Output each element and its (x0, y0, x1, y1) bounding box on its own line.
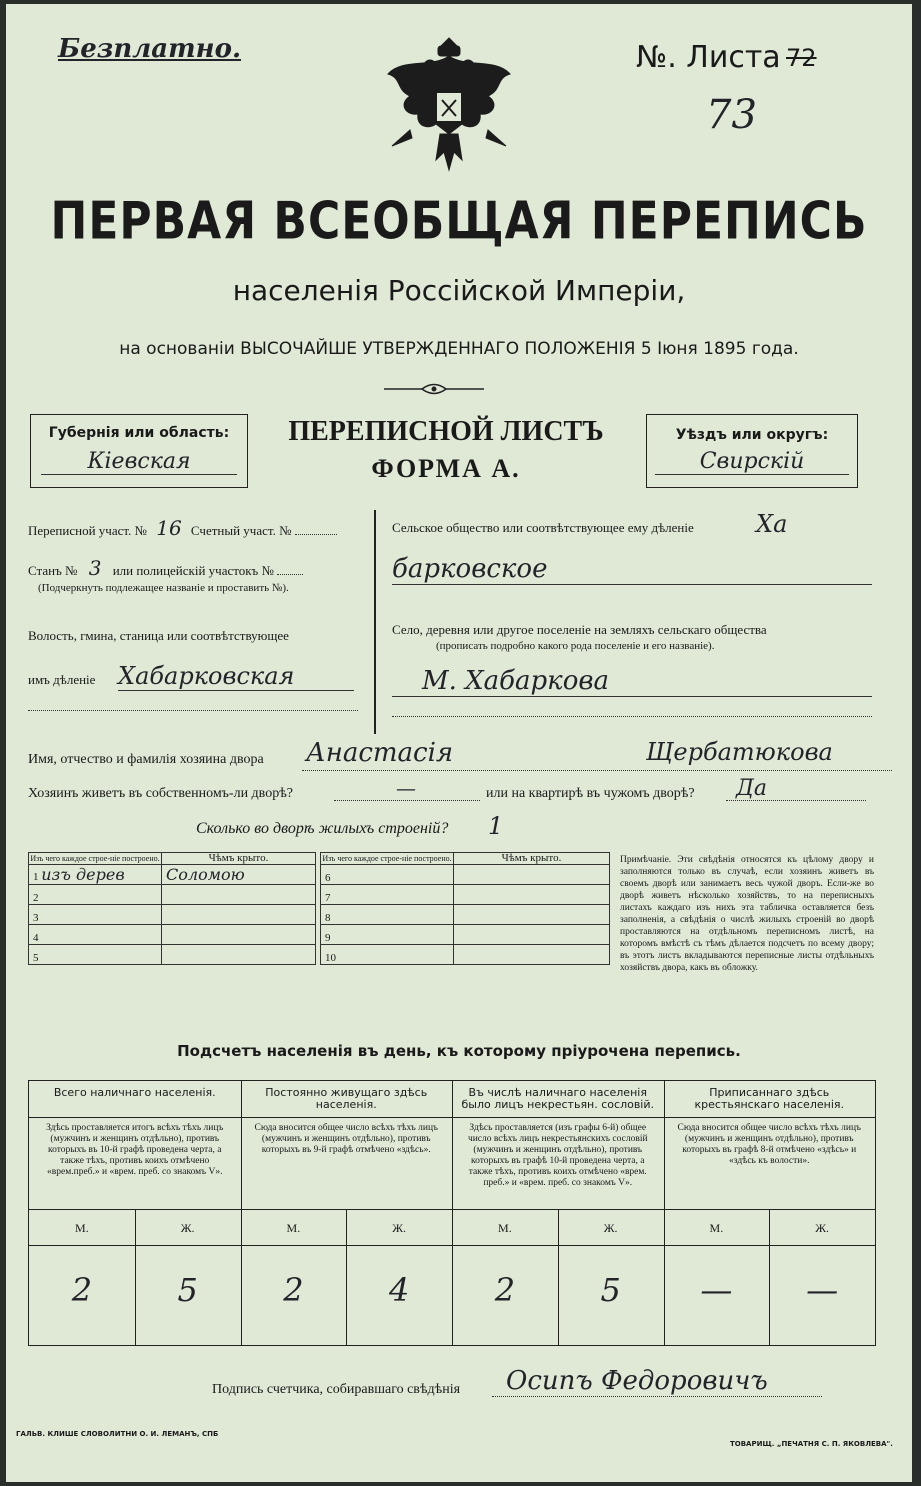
count-col-desc: Здѣсь проставляется итогъ всѣхъ тѣхъ лицъ (мужчинъ и женщинъ отдѣльно), противъ которыхъ въ 10-й графѣ проведена черта, а также тѣхъ, противъ коихъ отмѣчено «врем.преб.» и «врем. преб. со знакомъ V». (46, 1123, 224, 1177)
stan-note: (Подчеркнуть подлежащее названіе и проставить №). (38, 582, 289, 594)
male-label: М. (709, 1221, 724, 1235)
count-header-rule (29, 1245, 875, 1246)
female-count: — (806, 1271, 839, 1309)
table-row: 8 (321, 905, 610, 925)
census-basis: на основаніи ВЫСОЧАЙШЕ УТВЕРЖДЕННАГО ПОЛОЖЕНІЯ 5 Іюня 1895 года. (119, 339, 799, 359)
signature-label: Подпись счетчика, собиравшаго свѣдѣнія (212, 1382, 461, 1397)
stan-value: 3 (88, 556, 102, 580)
stan-rest: или полицейскій участокъ № (112, 563, 274, 578)
count-col-title: Въ числѣ наличнаго населенія было лицъ некрестьян. сословій. (461, 1086, 655, 1111)
male-count: 2 (71, 1271, 93, 1309)
stan-label: Станъ № (28, 563, 78, 578)
printer-right: ТОВАРИЩ. „ПЕЧАТНЯ С. П. ЯКОВЛЕВА". (730, 1440, 893, 1448)
census-title: ПЕРВАЯ ВСЕОБЩАЯ ПЕРЕПИСЬ (50, 191, 868, 252)
society-value-1: Ха (756, 510, 788, 538)
village-label: Село, деревня или другое поселеніе на земляхъ сельскаго общества (392, 622, 767, 637)
col-material: Изъ чего каждое строе-ніе построено. (30, 854, 160, 863)
count-col-rule (241, 1117, 453, 1118)
uchast-row (28, 516, 337, 540)
owner-first-name: Анастасія (306, 738, 454, 768)
female-label: Ж. (603, 1221, 618, 1235)
female-count: 5 (177, 1271, 198, 1309)
uchast-value: 16 (156, 516, 182, 540)
table-row: 7 (321, 885, 610, 905)
imperial-eagle-icon (382, 34, 516, 174)
table-row: 5 (29, 945, 316, 965)
table-row: 6 (321, 865, 610, 885)
village-note: (прописать подробно какого рода поселеніе и его названіе). (436, 640, 715, 652)
signature-value: Осипъ Федоровичъ (506, 1366, 768, 1396)
col-roof-2: Чѣмъ крыто. (454, 853, 610, 865)
schet-value (295, 534, 337, 535)
note-text: Примѣчаніе. Эти свѣдѣнія относятся къ цѣлому двору и заполняются только въ случаѣ, если хозяинъ живетъ въ своемъ дворѣ или занимаетъ весь чужой дворъ. Если-же во дворѣ живетъ нѣсколько хозяйствъ, то на переписныхъ листахъ каждаго изъ нихъ эта табличка оставляется безъ заполненія, а свѣдѣнія о числѣ жилыхъ строеній во дворѣ проставляются на отдѣльномъ переписномъ листѣ, на которомъ вмѣстѣ съ тѣмъ дѣлается подсчетъ по всему двору; въ этотъ листъ вкладываются переписные листы отдѣльныхъ хозяйствъ двора, какъ въ обложку. (620, 855, 874, 973)
count-col-desc: Сюда вносится общее число всѣхъ тѣхъ лицъ (мужчинъ и женщинъ отдѣльно), противъ которыхъ въ 9-й графѣ отмѣчено «здѣсь». (254, 1123, 438, 1155)
form-title: ПЕРЕПИСНОЙ ЛИСТЪ (288, 416, 604, 447)
male-count: 2 (283, 1271, 304, 1309)
count-col-title: Всего наличнаго населенія. (53, 1086, 216, 1099)
owner-name-label: Имя, отчество и фамилія хозяина двора (28, 752, 264, 767)
table-row: 1 изъ дерев Соломою (29, 865, 316, 885)
province-value: Кіевская (41, 449, 237, 475)
census-sheet (6, 4, 912, 1482)
count-col-rule (452, 1117, 664, 1118)
male-label: М. (286, 1221, 301, 1235)
volost-value: Хабарковская (118, 662, 354, 691)
male-label: М. (75, 1221, 89, 1235)
female-label: Ж. (180, 1221, 195, 1235)
table-row: 4 (29, 925, 316, 945)
schet-label: Счетный участ. № (190, 523, 292, 538)
society-label: Сельское общество или соотвѣтствующее ему дѣленіе (392, 520, 694, 535)
buildings-label: Сколько во дворѣ жилыхъ строеній? (196, 820, 449, 837)
female-label: Ж. (815, 1221, 829, 1235)
count-col-rule (664, 1117, 876, 1118)
count-col-desc: Здѣсь проставляется (изъ графы 6-й) общее число всѣхъ лицъ некрестьянскихъ сословій (мужчинъ и женщинъ отдѣльно), противъ которыхъ въ графѣ 10-й проведена черта, а также тѣхъ, противъ коихъ отмѣчено «врем. преб.» и «врем. преб. со знакомъ V». (467, 1123, 648, 1188)
rent-value: Да (736, 776, 768, 801)
district-value: Свирскій (655, 449, 849, 475)
rent-label: или на квартирѣ въ чужомъ дворѣ? (486, 786, 695, 801)
district-box (646, 414, 858, 488)
free-label: Безплатно. (58, 34, 241, 64)
society-value-2: барковское (392, 554, 872, 585)
volost-label: Волость, гмина, станица или соотвѣтствующее (28, 628, 289, 643)
sheet-number-struck: 72 (786, 44, 817, 72)
female-count: 5 (600, 1271, 621, 1309)
table-row: 10 (321, 945, 610, 965)
column-divider (374, 510, 376, 734)
count-col-desc: Сюда вносится общее число всѣхъ тѣхъ лицъ (мужчинъ и женщинъ отдѣльно), противъ которыхъ въ графѣ 8-й отмѣчено «здѣсь» и «здѣсь къ волости». (677, 1123, 861, 1166)
male-count: — (700, 1271, 733, 1309)
printer-left: ГАЛЬВ. КЛИШЕ СЛОВОЛИТНИ О. И. ЛЕМАНЪ, СПБ (16, 1430, 219, 1438)
volost-label-2: имъ дѣленіе (28, 672, 96, 687)
count-col-title: Приписаннаго здѣсь крестьянскаго населенія. (694, 1086, 844, 1111)
female-count: 4 (388, 1271, 410, 1309)
district-label: Уѣздъ или округъ: (675, 427, 829, 443)
census-subtitle: населенія Россійской Имперіи, (232, 274, 686, 307)
col-roof: Чѣмъ крыто. (162, 853, 316, 865)
count-col-rule (29, 1117, 241, 1118)
sheet-number-handwritten: 73 (706, 92, 757, 138)
count-col-title: Постоянно живущаго здѣсь населенія. (265, 1086, 428, 1111)
male-label: М. (498, 1221, 512, 1235)
count-heading: Подсчетъ населенія въ день, къ которому пріурочена перепись. (177, 1042, 741, 1060)
buildings-table-left (28, 852, 316, 965)
stan-row (28, 556, 303, 580)
male-count: 2 (494, 1271, 516, 1309)
ornament-divider (382, 382, 486, 396)
village-value: М. Хабаркова (392, 666, 872, 697)
own-yard-label: Хозяинъ живетъ въ собственномъ-ли дворѣ? (28, 786, 294, 801)
table-row: 3 (29, 905, 316, 925)
province-box (30, 414, 248, 488)
table-row: 2 (29, 885, 316, 905)
province-label: Губернія или область: (48, 425, 230, 441)
uchast-label: Переписной участ. № (28, 523, 147, 538)
owner-last-name: Щербатюкова (646, 738, 833, 766)
count-table (28, 1080, 876, 1346)
col-material-2: Изъ чего каждое строе-ніе построено. (322, 854, 452, 863)
female-label: Ж. (392, 1221, 406, 1235)
buildings-table-right (320, 852, 610, 965)
buildings-value: 1 (488, 812, 504, 840)
table-row: 9 (321, 925, 610, 945)
form-subtitle: ФОРМА А. (371, 454, 521, 483)
own-yard-value: — (396, 776, 416, 800)
sheet-number-label: №. Листа (636, 40, 781, 75)
